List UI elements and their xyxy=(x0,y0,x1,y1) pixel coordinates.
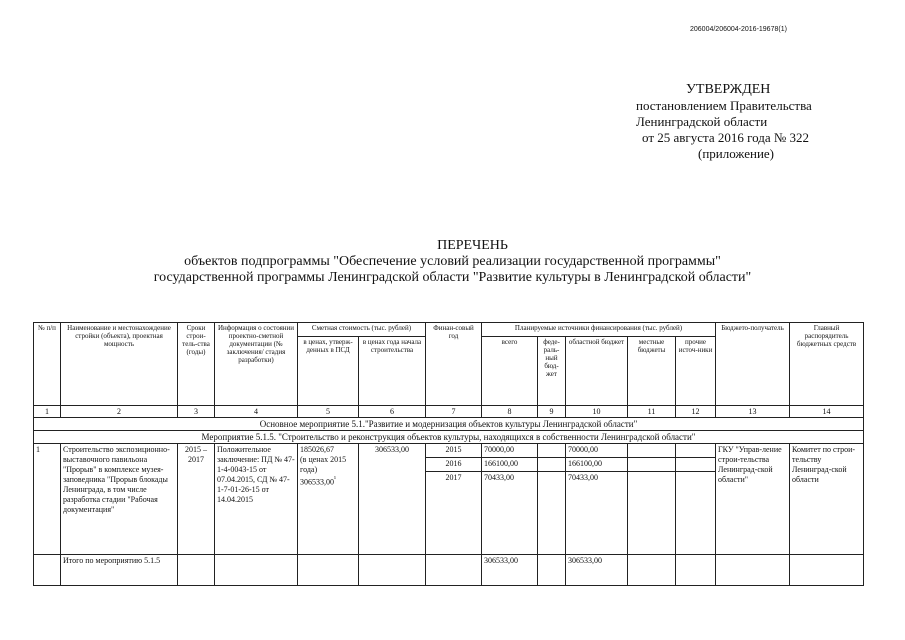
section-main-row xyxy=(34,418,864,431)
cost-psd: 185026,67 xyxy=(300,445,334,454)
header-federal: феде-раль-ный бюд-жет xyxy=(538,337,566,406)
title-heading: ПЕРЕЧЕНЬ xyxy=(437,238,508,253)
cost-start-year: 306533,00 xyxy=(359,444,426,555)
column-number: 3 xyxy=(178,406,215,418)
regional-amount: 166100,00 xyxy=(566,458,628,472)
other-amount xyxy=(676,472,716,555)
total-empty xyxy=(538,555,566,586)
total-amount: 70433,00 xyxy=(482,472,538,555)
total-row xyxy=(34,555,864,586)
total-empty xyxy=(178,555,215,586)
approval-line: Ленинградской области xyxy=(636,114,768,129)
cost-psd-cell xyxy=(298,444,359,555)
total-empty xyxy=(34,555,61,586)
header-regional: областной бюджет xyxy=(566,337,628,406)
column-number: 4 xyxy=(215,406,298,418)
regional-amount: 70000,00 xyxy=(566,444,628,458)
approval-title: УТВЕРЖДЕН xyxy=(686,82,771,97)
column-number: 13 xyxy=(716,406,790,418)
local-amount xyxy=(628,472,676,555)
total-empty xyxy=(215,555,298,586)
cost-psd-value: $306533,00^{^1}$ xyxy=(300,476,336,487)
header-row xyxy=(34,323,864,337)
table-row xyxy=(34,444,864,458)
fin-year: 2015 xyxy=(426,444,482,458)
title-line: объектов подпрограммы "Обеспечение условий реализации государственной программы" xyxy=(184,254,721,269)
approval-line: постановлением Правительства xyxy=(636,98,812,113)
column-number-row xyxy=(34,406,864,418)
column-number: 5 xyxy=(298,406,359,418)
column-number: 8 xyxy=(482,406,538,418)
header-total: всего xyxy=(482,337,538,406)
total-empty xyxy=(790,555,864,586)
cost-psd-note: (в ценах 2015 года) xyxy=(300,455,347,474)
local-amount xyxy=(628,458,676,472)
header-manager: Главный распорядитель бюджетных средств xyxy=(790,323,864,406)
section-sub-title: Мероприятие 5.1.5. "Строительство и реконструкция объектов культуры, находящихся в собственности Ленинградской области" xyxy=(34,431,864,444)
federal-amount xyxy=(538,472,566,555)
total-empty xyxy=(426,555,482,586)
approval-note: (приложение) xyxy=(698,146,775,161)
total-regional-sum: 306533,00 xyxy=(566,555,628,586)
header-local: местные бюджеты xyxy=(628,337,676,406)
header-cost-start: в ценах года начала строительства xyxy=(359,337,426,406)
column-number: 12 xyxy=(676,406,716,418)
total-empty xyxy=(716,555,790,586)
header-psd-info: Информация о состоянии проектно-сметной документации (№ заключения/ стадия разработки) xyxy=(215,323,298,406)
total-label: Итого по мероприятию 5.1.5 xyxy=(61,555,178,586)
total-sum: 306533,00 xyxy=(482,555,538,586)
column-number: 2 xyxy=(61,406,178,418)
fin-year: 2016 xyxy=(426,458,482,472)
federal-amount xyxy=(538,444,566,458)
column-number: 7 xyxy=(426,406,482,418)
column-number: 10 xyxy=(566,406,628,418)
other-amount xyxy=(676,444,716,458)
row-num: 1 xyxy=(34,444,61,555)
section-sub-row xyxy=(34,431,864,444)
objects-table xyxy=(33,322,864,586)
header-period: Сроки строи-тель-ства (годы) xyxy=(178,323,215,406)
column-number: 9 xyxy=(538,406,566,418)
budget-manager: Комитет по строи-тельству Ленинград-ской области xyxy=(790,444,864,555)
fin-year: 2017 xyxy=(426,472,482,555)
psd-info: Положительное заключение: ПД № 47-1-4-0043-15 от 07.04.2015, СД № 47-1-7-01-26-15 от 14.04.2015 xyxy=(215,444,298,555)
header-num: № п/п xyxy=(34,323,61,406)
header-name: Наименование и местонахождение стройки (объекта), проектная мощность xyxy=(61,323,178,406)
local-amount xyxy=(628,444,676,458)
column-number: 1 xyxy=(34,406,61,418)
total-amount: 70000,00 xyxy=(482,444,538,458)
other-amount xyxy=(676,458,716,472)
object-name: Строительство экспозиционно-выставочного павильона "Прорыв" в комплексе музея-заповедника "Прорыв блокады Ленинграда, в том числе разработка стадии "Рабочая документация" xyxy=(61,444,178,555)
federal-amount xyxy=(538,458,566,472)
section-main-title: Основное мероприятие 5.1."Развитие и модернизация объектов культуры Ленинградской области" xyxy=(34,418,864,431)
document-id: 206004/206004-2016-19678(1) xyxy=(690,26,787,33)
header-recipient: Бюджето-получатель xyxy=(716,323,790,406)
column-number: 6 xyxy=(359,406,426,418)
header-other: прочие источ-ники xyxy=(676,337,716,406)
budget-recipient: ГКУ "Управ-ление строи-тельства Ленинград-ской области" xyxy=(716,444,790,555)
footnote-mark: ¹ xyxy=(334,476,336,483)
approval-block xyxy=(636,82,812,162)
title-line: государственной программы Ленинградской области "Развитие культуры в Ленинградской области" xyxy=(153,270,752,285)
header-estimate-group: Сметная стоимость (тыс. рублей) xyxy=(298,323,426,337)
header-cost-psd: в ценах, утверж-денных в ПСД xyxy=(298,337,359,406)
total-empty xyxy=(628,555,676,586)
total-amount: 166100,00 xyxy=(482,458,538,472)
total-empty xyxy=(298,555,359,586)
header-fin-year: Финан-совый год xyxy=(426,323,482,406)
column-number: 11 xyxy=(628,406,676,418)
total-empty xyxy=(359,555,426,586)
construction-period: 2015 – 2017 xyxy=(178,444,215,555)
total-empty xyxy=(676,555,716,586)
regional-amount: 70433,00 xyxy=(566,472,628,555)
approval-date: от 25 августа 2016 года № 322 xyxy=(642,130,810,145)
document-title xyxy=(0,238,905,286)
column-number: 14 xyxy=(790,406,864,418)
header-funding-group: Планируемые источники финансирования (тыс. рублей) xyxy=(482,323,716,337)
